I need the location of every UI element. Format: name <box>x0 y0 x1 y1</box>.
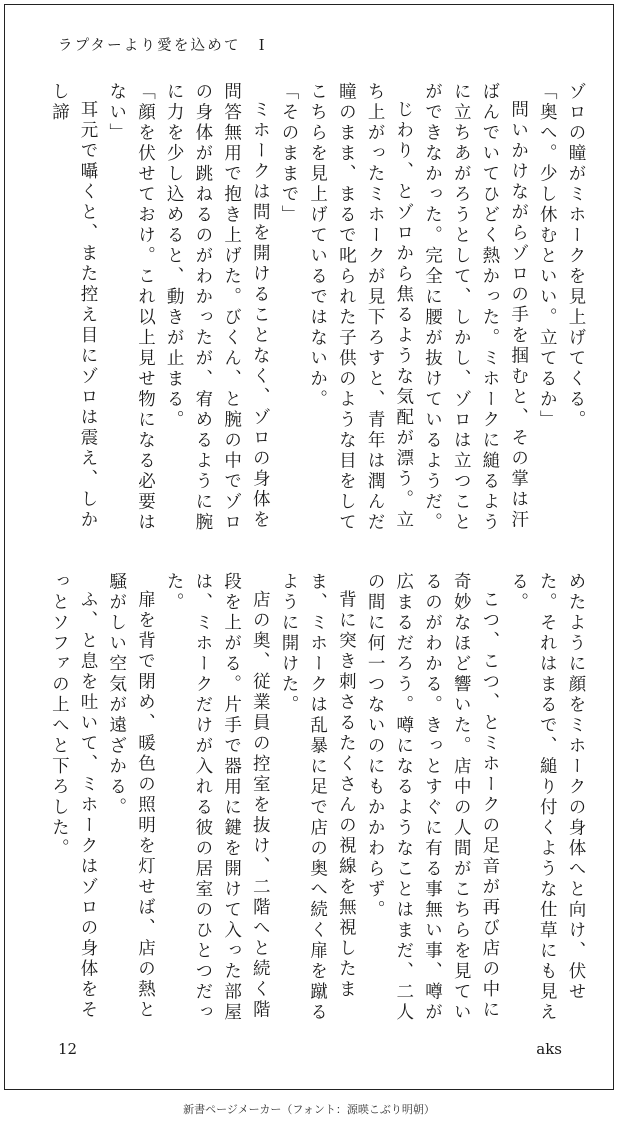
book-title: ラプターより愛を込めて <box>58 38 241 54</box>
paragraph: 店の奥、従業員の控室を抜け、二階へと続く階段を上がる。片手で器用に鍵を開けて入った部屋は、ミホークだけが入れる彼の居室のひとつだった。 <box>164 572 271 1023</box>
paragraph: 「奥へ。少し休むといい。立てるか」 <box>537 82 558 431</box>
paragraph: じわり、とゾロから焦るような気配が漂う。立ち上がったミホークが見下ろすと、青年は潤んだ瞳のまま、まるで叱られた子供のような目をしてこちらを見上げているではないか。 <box>307 82 414 533</box>
paragraph: 扉を背で閉め、暖色の照明を灯せば、店の熱と騒がしい空気が遠ざかる。 <box>106 572 156 1020</box>
lower-text-block <box>49 572 590 1027</box>
page-number: 12 <box>58 1040 78 1058</box>
paragraph: ふ、と息を吐いて、ミホークはゾロの身体をそっとソファの上へと下ろした。 <box>49 572 99 1020</box>
paragraph: 「そのままで」 <box>278 82 299 226</box>
paragraph: 耳元で囁くと、また控え目にゾロは震え、しかし諦 <box>49 82 99 530</box>
upper-text-block <box>49 82 590 537</box>
running-header <box>58 34 267 55</box>
paragraph: ゾロの瞳がミホークを見上げてくる。 <box>566 82 586 431</box>
volume-number: Ⅰ <box>258 38 267 54</box>
author-name: aks <box>536 1040 562 1058</box>
paragraph: めたように顔をミホークの身体へと向け、伏せた。それはまるで、縋り付くような仕草にも見える。 <box>508 572 586 1023</box>
paragraph: 「顔を伏せておけ。これ以上見せ物になる必要はない」 <box>106 82 156 533</box>
generator-footer: 新書ページメーカー（フォント：源暎こぶり明朝） <box>183 1103 435 1116</box>
paragraph: 問いかけながらゾロの手を掴むと、その掌は汗ばんでいてひどく熱かった。ミホークに縋るように立ちあがろうとして、しかし、ゾロは立つことができなかった。完全に腰が抜けているようだ。 <box>422 82 529 533</box>
paragraph: 背に突き刺さるたくさんの視線を無視したまま、ミホークは乱暴に足で店の奥へ続く扉を蹴るように開けた。 <box>278 572 357 1023</box>
paragraph: ミホークは問を開けることなく、ゾロの身体を問答無用で抱き上げた。びくん、と腕の中でゾロの身体が跳ねるのがわかったが、宥めるように腕に力を少し込めると、動きが止まる。 <box>164 82 271 533</box>
paragraph: こつ、こつ、とミホークの足音が再び店の中に奇妙なほど響いた。店中の人間がこちらを見ているのがわかる。きっとすぐに有る事無い事、噂が広まるだろう。噂になるようなことはまだ、二人の間に何一つないのにもかかわらず。 <box>365 572 500 1023</box>
